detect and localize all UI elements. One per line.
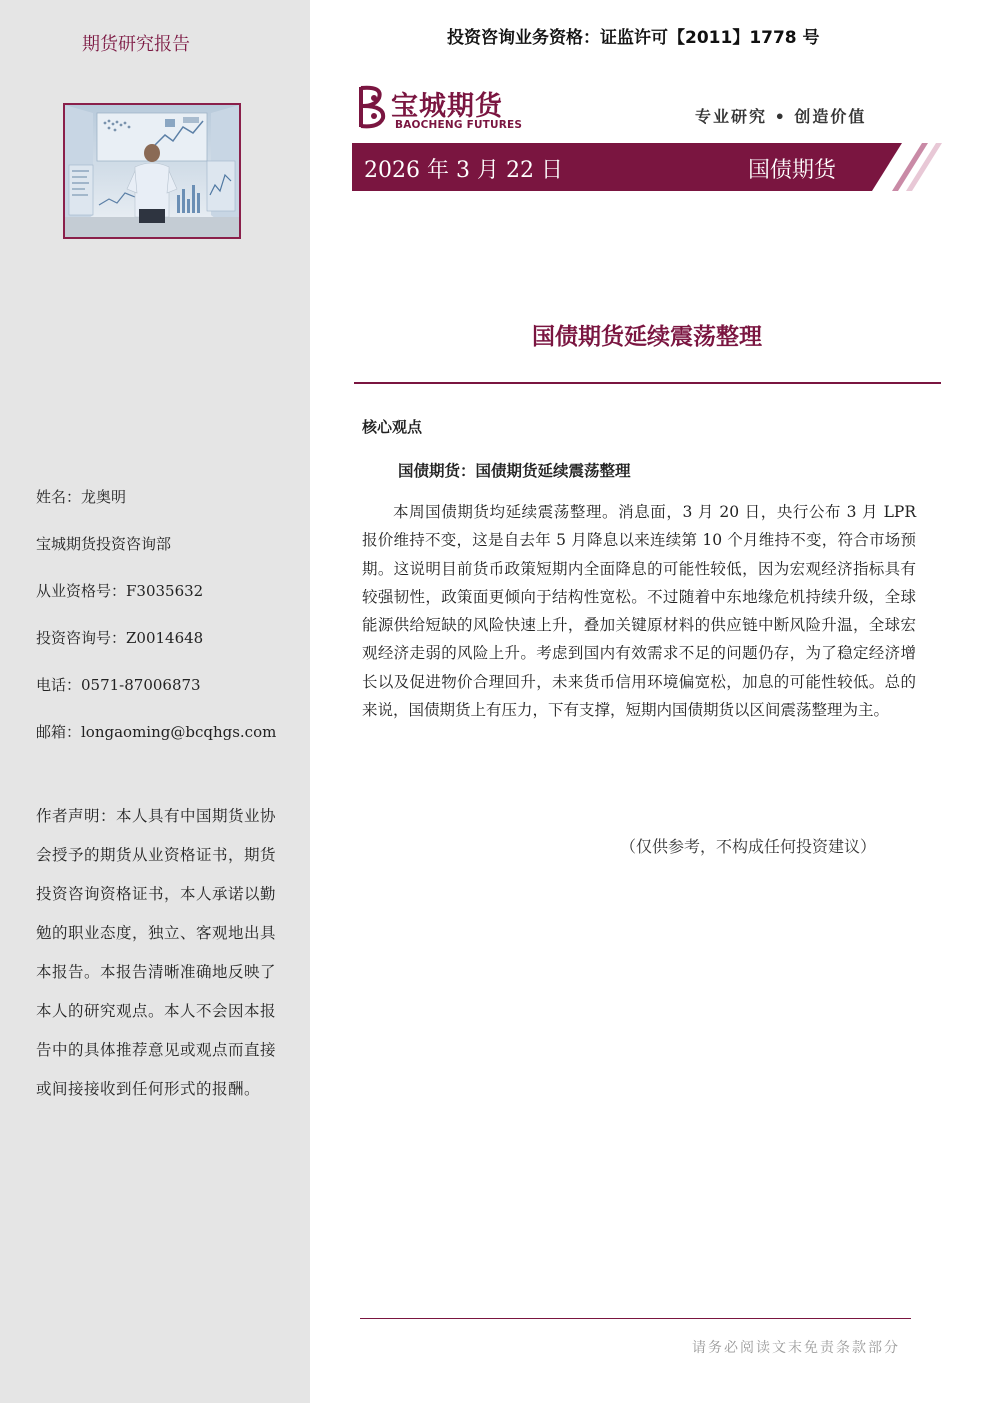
- author-department: 宝城期货投资咨询部: [36, 535, 172, 553]
- report-body-paragraph: 本周国债期货均延续震荡整理。消息面，3 月 20 日，央行公布 3 月 LPR 报价维持不变，这是自去年 5 月降息以来连续第 10 个月维持不变，符合市场预期。这说明目前货币政策短期内全面降息的可能性较低，因为宏观经济指标具有较强韧性，政策面更倾向于结构性宽松。不过随着中东地缘危机持续升级，全球能源供给短缺的风险快速上升，叠加关键原材料的供应链中断风险升温，全球宏观经济走弱的风险上升。考虑到国内有效需求不足的问题仍存，为了稳定经济增长以及促进物价合理回升，未来货币信用环境偏宽松，加息的可能性较低。总的来说，国债期货上有压力，下有支撑，短期内国债期货以区间震荡整理为主。: [362, 503, 916, 720]
- author-consulting-number: 投资咨询号：Z0014648: [36, 629, 204, 647]
- hero-image: [63, 103, 241, 239]
- report-date: 2026 年 3 月 22 日: [364, 158, 563, 183]
- author-declaration: 作者声明：本人具有中国期货业协会授予的期货从业资格证书，期货投资咨询资格证书，本人承诺以勤勉的职业态度，独立、客观地出具本报告。本报告清晰准确地反映了本人的研究观点。本人不会因本报告中的具体推荐意见或观点而直接或间接接收到任何形式的报酬。: [36, 807, 277, 1098]
- investment-disclaimer: （仅供参考，不构成任何投资建议）: [620, 837, 877, 856]
- core-view-label: 核心观点: [362, 418, 423, 436]
- license-statement: 投资咨询业务资格：证监许可【2011】1778 号: [447, 28, 820, 48]
- company-logo: [355, 84, 525, 132]
- title-divider: [354, 382, 941, 384]
- author-contact-block: [36, 474, 296, 756]
- company-slogan: 专业研究 • 创造价值: [695, 107, 867, 126]
- footer-divider: [360, 1318, 911, 1319]
- analyst-screens-illustration: [65, 105, 239, 237]
- section-subheading: 国债期货：国债期货延续震荡整理: [398, 462, 631, 480]
- logo-emblem-icon: [355, 84, 389, 130]
- author-email[interactable]: 邮箱：longaoming@bcqhgs.com: [36, 723, 277, 741]
- report-category: 国债期货: [748, 158, 837, 183]
- logo-english-name: BAOCHENG FUTURES: [395, 119, 523, 131]
- author-name: 姓名：龙奥明: [36, 488, 127, 506]
- sidebar: [0, 0, 310, 1403]
- report-type-label: 期货研究报告: [82, 34, 190, 55]
- logo-chinese-name: 宝城期货: [391, 91, 503, 122]
- author-qualification-number: 从业资格号：F3035632: [36, 582, 204, 600]
- footer-note: 请务必阅读文末免责条款部分: [692, 1340, 900, 1356]
- report-title: 国债期货延续震荡整理: [532, 324, 762, 350]
- author-phone: 电话：0571-87006873: [36, 676, 201, 694]
